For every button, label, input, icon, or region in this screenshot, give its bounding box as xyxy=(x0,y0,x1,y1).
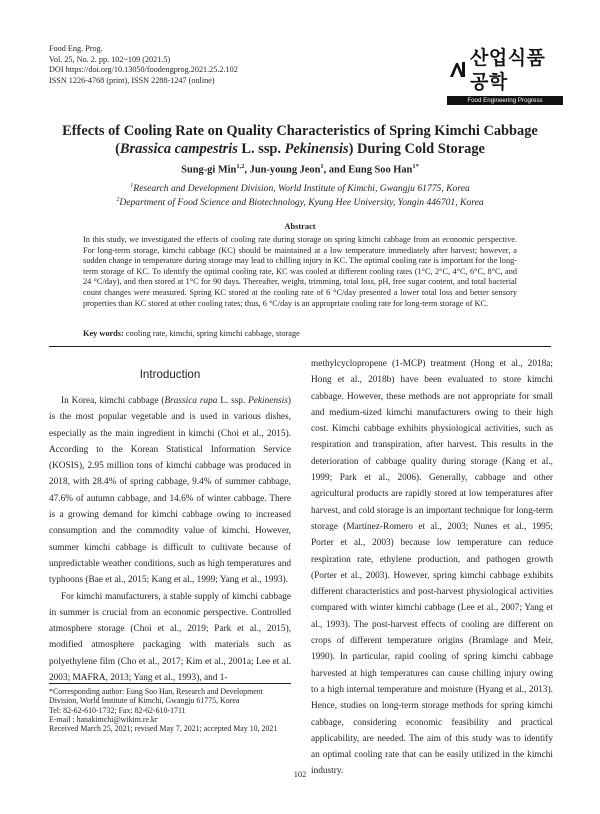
right-column xyxy=(311,356,553,780)
author-list: Sung-gi Min$^{1,2}$, Jun-young Jeon$^1$, and Eung Soo Han$^{1*}$ xyxy=(181,163,419,176)
journal-logo xyxy=(447,46,563,105)
section-heading-introduction: Introduction xyxy=(139,368,201,381)
keywords xyxy=(83,329,517,338)
journal-issn: ISSN 1226-4768 (print), ISSN 2288-1247 (online) xyxy=(49,75,215,85)
subspecies-name: Pekinensis xyxy=(284,141,349,157)
intro-paragraph-3: methylcyclopropene (1-MCP) treatment (Hong et al., 2018a; Hong et al., 2018b) have been evaluated to store kimchi cabbage. However, these methods are not appropriate for small and medium-sized kimchi manufacturers owing to their high cost. Kimchi cabbage exhibits physiological activities, such as respiration and transpiration, after harvest. This results in the deterioration of cabbage quality during storage (Kang et al., 1999; Park et al., 2006). Generally, cabbage and other agricultural products are rapidly stored at low temperatures after harvest, and cold storage is an important technique for long-term storage (Martínez-Romero et al., 2003; Nunes et al., 1995; Porter et al., 2003) because low temperature can reduce respiration rate, ethylene production, and pathogen growth (Porter et al., 2003). However, spring kimchi cabbage exhibits different characteristics and post-harvest physiological activities compared with winter kimchi cabbage (Lee et al., 2007; Yang et al., 1993). The post-harvest effects of cooling are different on crops of different temperature origins (Bramlage and Meir, 1990). In particular, rapid cooling of spring kimchi cabbage harvested at high temperatures can cause chilling injury owing to a high internal temperature and moisture (Hyang et al., 2013). Hence, studies on long-term storage methods for spring kimchi cabbage, considering economic feasibility and practical applicability, are needed. The aim of this study was to identify an optimal cooling rate that can be easily utilized in the kimchi industry. xyxy=(311,359,553,777)
logo-brand xyxy=(447,46,563,94)
author-name: Eung Soo Han xyxy=(348,164,413,176)
footnote xyxy=(49,687,291,733)
left-column xyxy=(49,393,291,686)
section-divider xyxy=(49,346,551,347)
species-name: Brassica campestris xyxy=(119,141,238,157)
author-name: Sung-gi Min xyxy=(181,164,237,176)
journal-header xyxy=(49,44,238,86)
affiliations xyxy=(40,181,560,209)
abstract-heading: Abstract xyxy=(284,222,316,231)
footnote-divider xyxy=(49,683,291,684)
logo-brand-text: 산업식품공학 xyxy=(470,47,546,93)
page-number: 102 xyxy=(293,770,307,779)
contact-phone: Tel: 82-62-610-1732; Fax: 82-62-610-1711 xyxy=(49,705,186,715)
title-line-2: (Brassica campestris L. ssp. Pekinensis) During Cold Storage xyxy=(115,141,485,157)
paper-title xyxy=(40,122,560,158)
intro-paragraph-1: In Korea, kimchi cabbage (Brassica rapa L. ssp. Pekinensis) is the most popular vegetable and is used in various dishes, especially as the main ingredient in kimchi (Choi et al., 2015). According to the Korean Statistical Information Service (KOSIS), 2.95 million tons of kimchi cabbage was produced in 2018, with 28.4% of spring cabbage, 9.4% of summer cabbage, 47.6% of autumn cabbage, and 14.6% of winter cabbage. There is a growing demand for kimchi cabbage owing to increased consumption and the commodity value of kimchi. However, summer kimchi cabbage is difficult to cultivate because of unpredictable weather conditions, such as high temperatures and typhoons (Bae et al., 2015; Kang et al., 1999; Yang et al., 1993). xyxy=(49,396,291,586)
journal-volume: Vol. 25, No. 2. pp. 102~109 (2021.5) xyxy=(49,54,171,64)
journal-name: Food Eng. Prog. xyxy=(49,44,103,53)
logo-mark-icon xyxy=(447,60,467,80)
author-name: Jun-young Jeon xyxy=(249,164,321,176)
abstract-text: In this study, we investigated the effects of cooling rate during storage on spring kimchi cabbage from an economic perspective. For long-term storage, kimchi cabbage (KC) should be maintained at a low temperature immediately after harvest; however, a sudden change in temperature during storage may lead to chilling injury in KC. The optimal cooling rate is important for the long-term storage of KC. To identify the optimal cooling rate, KC was cooled at different cooling rates (1°C, 2°C, 4°C, 6°C, 8°C, and 24 °C/day), and then stored at 1°C for 90 days. Thereafter, weight, trimming, total loss, pH, free sugar content, and total bacterial count changes were measured. Spring KC stored at the cooling rate of 6 °C/day presented a lower total loss and better sensory properties than KC stored at other cooling rates; thus, 6 °C/day is an appropriate cooling rate for long-term storage of KC. xyxy=(83,235,517,308)
corresponding-author: *Corresponding author: Eung Soo Han, Research and Development Division, World Institute of Kimchi, Gwangju 61775, Korea xyxy=(49,687,263,706)
logo-subtitle: Food Engineering Progress xyxy=(447,96,563,105)
keywords-text: cooling rate, kimchi, spring kimchi cabbage, storage xyxy=(123,329,300,338)
journal-doi: DOI https://doi.org/10.13050/foodengprog.2021.25.2.102 xyxy=(49,65,238,75)
keywords-label: Key words: xyxy=(83,329,124,338)
contact-email: E-mail : hanakimchi@wikim.re.kr xyxy=(49,714,158,724)
title-line-1: Effects of Cooling Rate on Quality Characteristics of Spring Kimchi Cabbage xyxy=(62,123,538,139)
affiliation-1: $^1$Research and Development Division, World Institute of Kimchi, Gwangju 61775, Korea xyxy=(130,183,470,195)
intro-paragraph-2: For kimchi manufacturers, a stable supply of kimchi cabbage in summer is crucial from an economic perspective. Controlled atmosphere storage (Choi et al., 2019; Park et al., 2015), modified atmosphere packaging with materials such as polyethylene film (Cho et al., 2017; Kim et al., 2001a; Lee et al. 2003; MAFRA, 2013; Yang et al., 1993), and 1- xyxy=(49,591,291,684)
received-dates: Received March 25, 2021; revised May 7, 2021; accepted May 10, 2021 xyxy=(49,724,278,734)
affiliation-2: $^2$Department of Food Science and Biotechnology, Kyung Hee University, Yongin 446701, Korea xyxy=(116,196,484,208)
